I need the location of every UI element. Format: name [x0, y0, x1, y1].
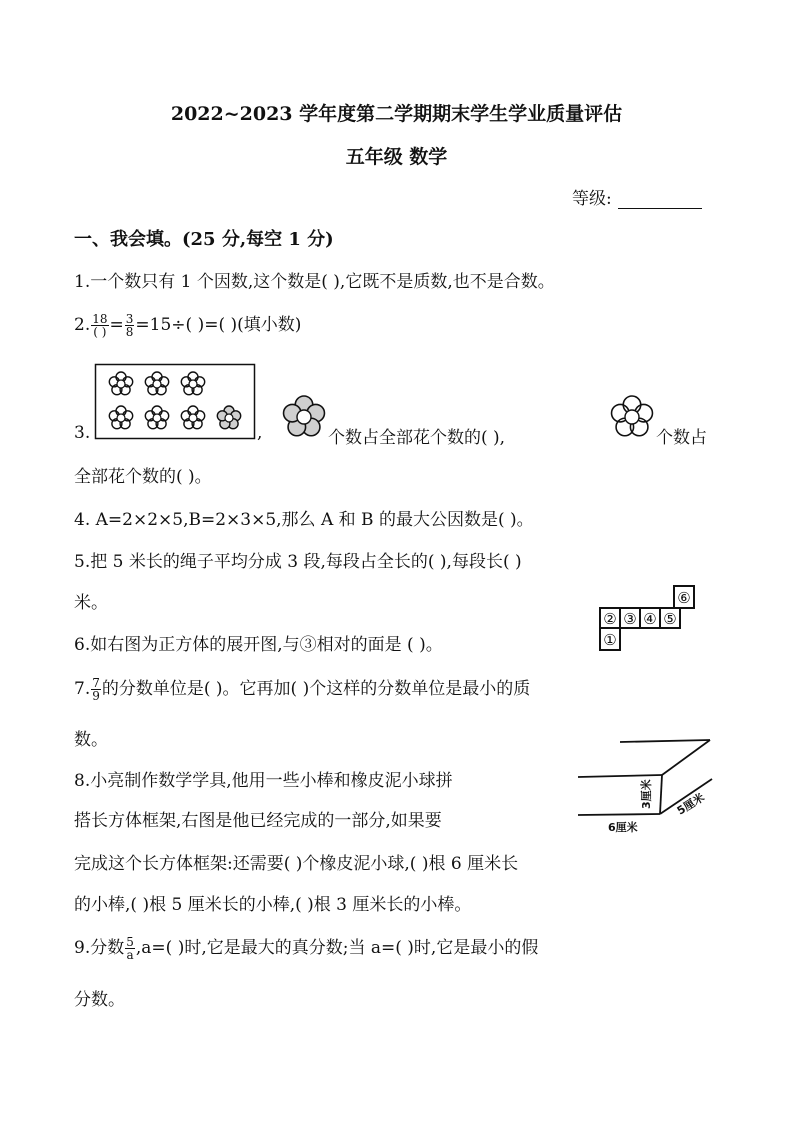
flower-icon: [145, 372, 168, 395]
q7-fraction: [91, 677, 101, 702]
question-2: [74, 310, 301, 338]
question-9: [74, 933, 538, 961]
grade-field: [572, 184, 702, 209]
cube-net-figure: [598, 580, 698, 656]
white-flower-large-icon: [610, 395, 654, 439]
question-4: 4. A=2×2×5,B=2×3×5,那么 A 和 B 的最大公因数是( )。: [74, 510, 534, 530]
label-depth: 5厘米: [674, 790, 707, 818]
q2-fraction-1: [91, 313, 108, 338]
question-8-line-3: 完成这个长方体框架:还需要( )个橡皮泥小球,( )根 6 厘米长: [74, 854, 519, 874]
net-face-5: ⑤: [663, 610, 677, 628]
cuboid-frame-figure: [574, 735, 724, 835]
question-8-line-1: 8.小亮制作数学学具,他用一些小棒和橡皮泥小球拼: [74, 771, 453, 791]
grade-blank[interactable]: [618, 190, 702, 209]
q2-frac2-numerator: 3: [125, 312, 134, 326]
flower-icon: [181, 372, 204, 395]
exam-subtitle: 五年级 数学: [345, 146, 448, 168]
question-5-line-2: 米。: [74, 593, 108, 613]
question-9-line-2: 分数。: [74, 990, 125, 1010]
question-7: [74, 674, 530, 702]
question-1: 1.一个数只有 1 个因数,这个数是( ),它既不是质数,也不是合数。: [74, 272, 555, 292]
question-8-line-2: 搭长方体框架,右图是他已经完成的一部分,如果要: [74, 811, 442, 831]
question-6: 6.如右图为正方体的展开图,与③相对的面是 ( )。: [74, 635, 443, 655]
exam-title: 2022~2023 学年度第二学期期末学生学业质量评估: [170, 103, 623, 125]
flower-box-figure: [95, 364, 255, 440]
q2-frac2-denominator: 8: [125, 325, 134, 339]
q3-tail-text: 个数占: [656, 428, 707, 448]
section-title: 一、我会填。(25 分,每空 1 分): [74, 229, 334, 250]
q9-prefix: 9.分数: [74, 938, 125, 958]
q9-rest: ,a=( )时,它是最大的真分数;当 a=( )时,它是最小的假: [135, 938, 539, 958]
q2-frac1-denominator: ( ): [93, 325, 107, 339]
shaded-flower-large-icon: [282, 395, 326, 439]
label-height: 3厘米: [640, 779, 653, 809]
q9-denominator: a: [126, 948, 134, 962]
flower-icon: [109, 372, 132, 395]
net-face-6: ⑥: [677, 589, 691, 607]
question-5-line-1: 5.把 5 米长的绳子平均分成 3 段,每段占全长的( ),每段长( ): [74, 552, 522, 572]
flower-icon: [145, 406, 168, 429]
net-face-3: ③: [623, 610, 637, 628]
q7-denominator: 9: [92, 689, 100, 703]
shaded-flower-icon: [217, 406, 240, 429]
question-7-line-2: 数。: [74, 730, 108, 750]
grade-label: 等级:: [572, 189, 612, 209]
flower-icon: [109, 406, 132, 429]
question-8-line-4: 的小棒,( )根 5 厘米长的小棒,( )根 3 厘米长的小棒。: [74, 895, 472, 915]
q3-middle-text: 个数占全部花个数的( ),: [328, 428, 506, 448]
q7-numerator: 7: [92, 676, 100, 690]
q7-prefix: 7.: [74, 679, 91, 699]
net-face-2: ②: [603, 610, 617, 628]
label-length: 6厘米: [608, 821, 638, 834]
flower-icon: [181, 406, 204, 429]
q2-rest: =15÷( )=( )(填小数): [135, 315, 302, 335]
q9-fraction: [125, 936, 135, 961]
q3-line-2: 全部花个数的( )。: [74, 467, 212, 487]
q2-equals: =: [109, 315, 124, 335]
q3-prefix: 3.: [74, 423, 91, 443]
q2-fraction-2: [125, 313, 135, 338]
q7-rest: 的分数单位是( )。它再加( )个这样的分数单位是最小的质: [101, 679, 531, 699]
q2-frac1-numerator: 18: [92, 312, 108, 326]
q9-numerator: 5: [126, 935, 134, 949]
q2-prefix: 2.: [74, 315, 91, 335]
q3-comma: ,: [257, 423, 263, 443]
net-face-4: ④: [643, 610, 657, 628]
net-face-1: ①: [603, 631, 617, 649]
